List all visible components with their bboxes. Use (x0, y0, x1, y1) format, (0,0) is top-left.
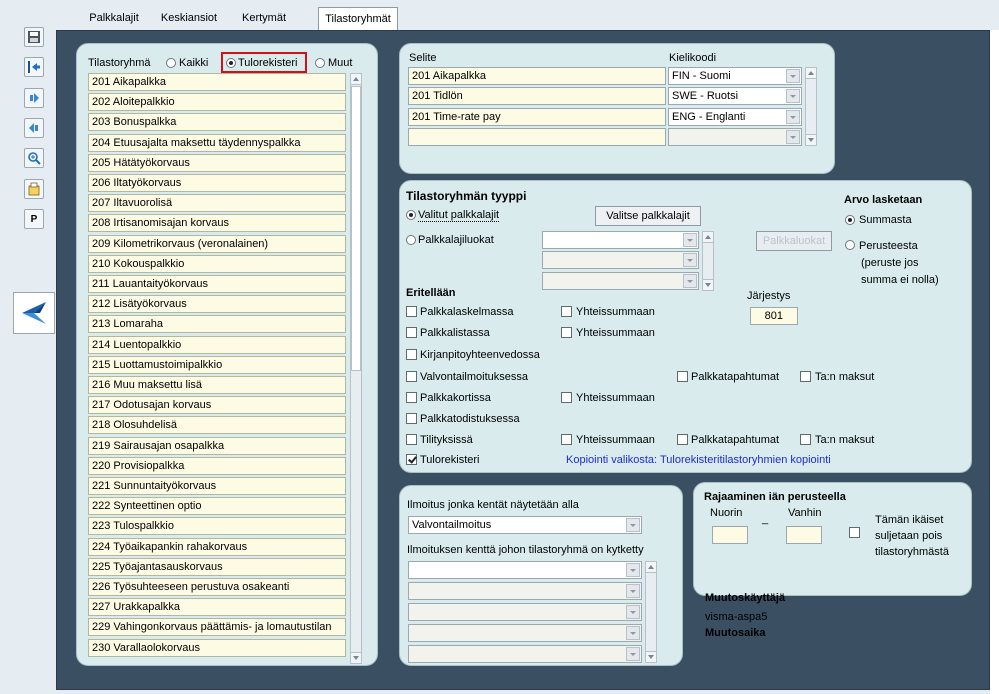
chevron-down-icon[interactable] (626, 518, 640, 532)
ilmoitus-select[interactable]: Valvontailmoitus (408, 516, 642, 534)
list-item[interactable]: 223 Tulospalkkio (88, 517, 346, 535)
check-yhteissummaan-2[interactable] (561, 327, 572, 338)
palkkalajiluokka-select-3[interactable] (542, 272, 699, 290)
palkkalajiluokka-select-2[interactable] (542, 251, 699, 269)
content-frame (56, 30, 990, 690)
label-ilmoitus: Ilmoitus jonka kentät näytetään alla (407, 499, 579, 511)
statistics-group-list (88, 73, 346, 663)
label-summasta: Summasta (859, 214, 912, 226)
check-kirjanpitoyhteenvedossa[interactable] (406, 349, 417, 360)
eritellaan-title: Eritellään (406, 287, 456, 299)
chevron-down-icon[interactable] (626, 605, 640, 619)
palkkaluokat-button[interactable]: Palkkaluokat (756, 231, 832, 251)
check-valvontailmoituksessa[interactable] (406, 371, 417, 382)
tab-palkkalajit[interactable]: Palkkalajit (89, 12, 139, 24)
modified-user-value: visma-aspa5 (705, 611, 768, 623)
check-tan-maksut-2[interactable] (800, 434, 811, 445)
zoom-icon[interactable] (24, 148, 44, 168)
chevron-down-icon[interactable] (786, 89, 800, 103)
chevron-down-icon[interactable] (626, 626, 640, 640)
list-item[interactable]: 204 Etuusajalta maksettu täydennyspalkka (88, 134, 346, 152)
chevron-down-icon[interactable] (626, 647, 640, 661)
selite-field-1[interactable]: 201 Aikapalkka (408, 67, 666, 85)
list-item[interactable]: 207 Iltavuorolisä (88, 194, 346, 212)
list-item[interactable]: 206 Iltatyökorvaus (88, 174, 346, 192)
scroll-down-icon[interactable] (351, 652, 361, 663)
list-label: Tilastoryhmä (88, 57, 151, 69)
list-item[interactable]: 230 Varallaolokorvaus (88, 639, 346, 657)
label-palkkalaskelmassa: Palkkalaskelmassa (420, 306, 514, 318)
chevron-down-icon[interactable] (786, 110, 800, 124)
selite-field-2[interactable]: 201 Tidlön (408, 87, 666, 105)
check-palkkatapahtumat-1[interactable] (677, 371, 688, 382)
list-item[interactable]: 221 Sunnuntaityökorvaus (88, 477, 346, 495)
modified-user-label: Muutoskäyttäjä (705, 592, 786, 604)
list-item[interactable]: 218 Olosuhdelisä (88, 416, 346, 434)
list-item[interactable]: 222 Synteettinen optio (88, 497, 346, 515)
list-item[interactable]: 217 Odotusajan korvaus (88, 396, 346, 414)
label-palkkalajiluokat: Palkkalajiluokat (418, 234, 494, 246)
chevron-down-icon[interactable] (683, 253, 697, 267)
chevron-down-icon[interactable] (786, 130, 800, 144)
scroll-up-icon[interactable] (646, 562, 656, 573)
age-note-3: tilastoryhmästä (875, 546, 949, 558)
list-item[interactable]: 205 Hätätyökorvaus (88, 154, 346, 172)
frame-right-edge (990, 30, 999, 694)
kentta-select-5[interactable] (408, 645, 642, 663)
label-yhteissummaan-1: Yhteissummaan (576, 306, 655, 318)
filter-radio-kaikki[interactable] (166, 58, 176, 68)
filter-radio-muut[interactable] (315, 58, 325, 68)
filter-label-muut: Muut (328, 57, 353, 69)
label-vanhin: Vanhin (788, 507, 822, 519)
label-yhteissummaan-4: Yhteissummaan (576, 434, 655, 446)
label-tilityksissa: Tilityksissä (420, 434, 473, 446)
chevron-down-icon[interactable] (626, 584, 640, 598)
check-palkkatodistuksessa[interactable] (406, 413, 417, 424)
list-item[interactable]: 216 Muu maksettu lisä (88, 376, 346, 394)
list-item[interactable]: 219 Sairausajan osapalkka (88, 437, 346, 455)
scroll-up-icon[interactable] (351, 74, 361, 85)
filter-radio-tulorekisteri[interactable] (226, 58, 236, 68)
list-item[interactable]: 208 Irtisanomisajan korvaus (88, 214, 346, 232)
age-limit-panel (693, 482, 972, 596)
exit-icon[interactable] (24, 57, 44, 77)
radio-valitut-palkkalajit[interactable] (406, 210, 416, 220)
kentta-select-4[interactable] (408, 624, 642, 642)
toolbar (0, 0, 56, 694)
filter-label-tulorekisteri: Tulorekisteri (238, 57, 298, 69)
vanhin-field[interactable] (786, 526, 822, 544)
previous-record-icon[interactable] (24, 118, 44, 138)
label-tan-maksut-2: Ta:n maksut (815, 434, 875, 446)
palkkalajiluokka-select-1[interactable] (542, 231, 699, 249)
kielikoodi-select-1[interactable]: FIN - Suomi (668, 67, 802, 85)
tab-tilastoryhmat[interactable]: Tilastoryhmät (318, 7, 398, 31)
radio-palkkalajiluokat[interactable] (406, 235, 416, 245)
list-item[interactable]: 210 Kokouspalkkio (88, 255, 346, 273)
list-item[interactable]: 202 Aloitepalkkio (88, 93, 346, 111)
col-kielikoodi: Kielikoodi (669, 52, 717, 64)
list-item[interactable]: 225 Työajantasauskorvaus (88, 558, 346, 576)
kielikoodi-select-2[interactable]: SWE - Ruotsi (668, 87, 802, 105)
kentta-select-3[interactable] (408, 603, 642, 621)
new-record-icon[interactable] (24, 179, 44, 199)
list-item[interactable]: 214 Luentopalkkio (88, 336, 346, 354)
modified-time-label: Muutosaika (705, 627, 766, 639)
statistics-group-list-panel (76, 43, 378, 666)
nuorin-field[interactable] (712, 526, 748, 544)
arvo-note-1: (peruste jos (861, 257, 919, 269)
age-note-1: Tämän ikäiset (875, 514, 944, 526)
age-dash: _ (762, 513, 769, 525)
group-type-panel (399, 180, 972, 473)
p-icon[interactable]: P (24, 209, 44, 229)
label-kirjanpitoyhteenvedossa: Kirjanpitoyhteenvedossa (420, 349, 540, 361)
tab-kertymat[interactable]: Kertymät (241, 12, 286, 24)
check-yhteissummaan-1[interactable] (561, 306, 572, 317)
scroll-up-icon[interactable] (703, 232, 713, 243)
list-item[interactable]: 220 Provisiopalkka (88, 457, 346, 475)
scroll-thumb[interactable] (351, 86, 361, 371)
kentta-select-1[interactable] (408, 561, 642, 579)
list-item[interactable]: 213 Lomaraha (88, 315, 346, 333)
check-tilityksissa[interactable] (406, 434, 417, 445)
chevron-down-icon[interactable] (786, 69, 800, 83)
label-palkkakortissa: Palkkakortissa (420, 392, 491, 404)
list-scrollbar[interactable] (350, 73, 362, 664)
label-palkkatodistuksessa: Palkkatodistuksessa (420, 413, 520, 425)
label-kentta: Ilmoituksen kenttä johon tilastoryhmä on kytketty (407, 544, 644, 556)
kielikoodi-select-3[interactable]: ENG - Englanti (668, 108, 802, 126)
kentta-select-2[interactable] (408, 582, 642, 600)
scroll-down-icon[interactable] (646, 651, 656, 662)
label-palkkatapahtumat-1: Palkkatapahtumat (691, 371, 780, 383)
check-palkkalistassa[interactable] (406, 327, 417, 338)
frame-bottom (56, 690, 990, 694)
kentta-scrollbar[interactable] (645, 561, 657, 663)
list-item[interactable]: 226 Työsuhteeseen perustuva osakeanti (88, 578, 346, 596)
valitse-palkkalajit-button[interactable]: Valitse palkkalajit (595, 206, 701, 226)
radio-summasta[interactable] (845, 215, 855, 225)
jarjestys-label: Järjestys (747, 290, 791, 302)
arvo-title: Arvo lasketaan (844, 194, 923, 206)
list-item[interactable]: 229 Vahingonkorvaus päättämis- ja lomautustilan (88, 618, 346, 636)
list-item[interactable]: 211 Lauantaityökorvaus (88, 275, 346, 293)
filter-label-kaikki: Kaikki (179, 57, 209, 69)
list-item[interactable]: 224 Työaikapankin rahakorvaus (88, 538, 346, 556)
scroll-down-icon[interactable] (806, 134, 816, 145)
label-yhteissummaan-3: Yhteissummaan (576, 392, 655, 404)
check-exclude-age[interactable] (849, 527, 860, 538)
label-nuorin: Nuorin (710, 507, 743, 519)
chevron-down-icon[interactable] (626, 563, 640, 577)
list-item[interactable]: 209 Kilometrikorvaus (veronalainen) (88, 235, 346, 253)
chevron-down-icon[interactable] (683, 274, 697, 288)
list-item[interactable]: 227 Urakkapalkka (88, 598, 346, 616)
label-perusteesta: Perusteesta (859, 240, 918, 252)
check-tulorekisteri[interactable] (406, 454, 417, 465)
check-tan-maksut-1[interactable] (800, 371, 811, 382)
label-yhteissummaan-2: Yhteissummaan (576, 327, 655, 339)
radio-perusteesta[interactable] (845, 240, 855, 250)
luokat-scrollbar[interactable] (702, 231, 714, 291)
col-selite: Selite (409, 52, 437, 64)
translations-panel (399, 43, 835, 174)
label-valitut-palkkalajit: Valitut palkkalajit (418, 209, 500, 221)
report-field-panel (399, 485, 683, 666)
check-palkkalaskelmassa[interactable] (406, 306, 417, 317)
label-tulorekisteri: Tulorekisteri (420, 454, 480, 466)
check-palkkakortissa[interactable] (406, 392, 417, 403)
label-palkkatapahtumat-2: Palkkatapahtumat (691, 434, 780, 446)
label-valvontailmoituksessa: Valvontailmoituksessa (420, 371, 529, 383)
list-item[interactable]: 203 Bonuspalkka (88, 113, 346, 131)
check-yhteissummaan-3[interactable] (561, 392, 572, 403)
visma-logo (13, 292, 55, 334)
next-record-icon[interactable] (24, 88, 44, 108)
selite-field-4[interactable] (408, 128, 666, 146)
tab-keskiansiot[interactable]: Keskiansiot (160, 12, 218, 24)
copy-link[interactable]: Kopiointi valikosta: Tulorekisteritilastoryhmien kopiointi (566, 454, 831, 466)
label-tan-maksut-1: Ta:n maksut (815, 371, 875, 383)
save-icon[interactable] (24, 27, 44, 47)
tab-bar (56, 0, 999, 30)
jarjestys-field[interactable]: 801 (750, 307, 798, 325)
kielikoodi-select-4[interactable] (668, 128, 802, 146)
check-yhteissummaan-4[interactable] (561, 434, 572, 445)
label-palkkalistassa: Palkkalistassa (420, 327, 490, 339)
scroll-down-icon[interactable] (703, 279, 713, 290)
type-title: Tilastoryhmän tyyppi (406, 189, 527, 203)
arvo-note-2: summa ei nolla) (861, 274, 939, 286)
list-item[interactable]: 201 Aikapalkka (88, 73, 346, 91)
list-item[interactable]: 215 Luottamustoimipalkkio (88, 356, 346, 374)
scroll-up-icon[interactable] (806, 68, 816, 79)
age-title: Rajaaminen iän perusteella (704, 491, 846, 503)
chevron-down-icon[interactable] (683, 233, 697, 247)
list-item[interactable]: 212 Lisätyökorvaus (88, 295, 346, 313)
check-palkkatapahtumat-2[interactable] (677, 434, 688, 445)
translations-scrollbar[interactable] (805, 67, 817, 146)
selite-field-3[interactable]: 201 Time-rate pay (408, 108, 666, 126)
age-note-2: suljetaan pois (875, 530, 943, 542)
